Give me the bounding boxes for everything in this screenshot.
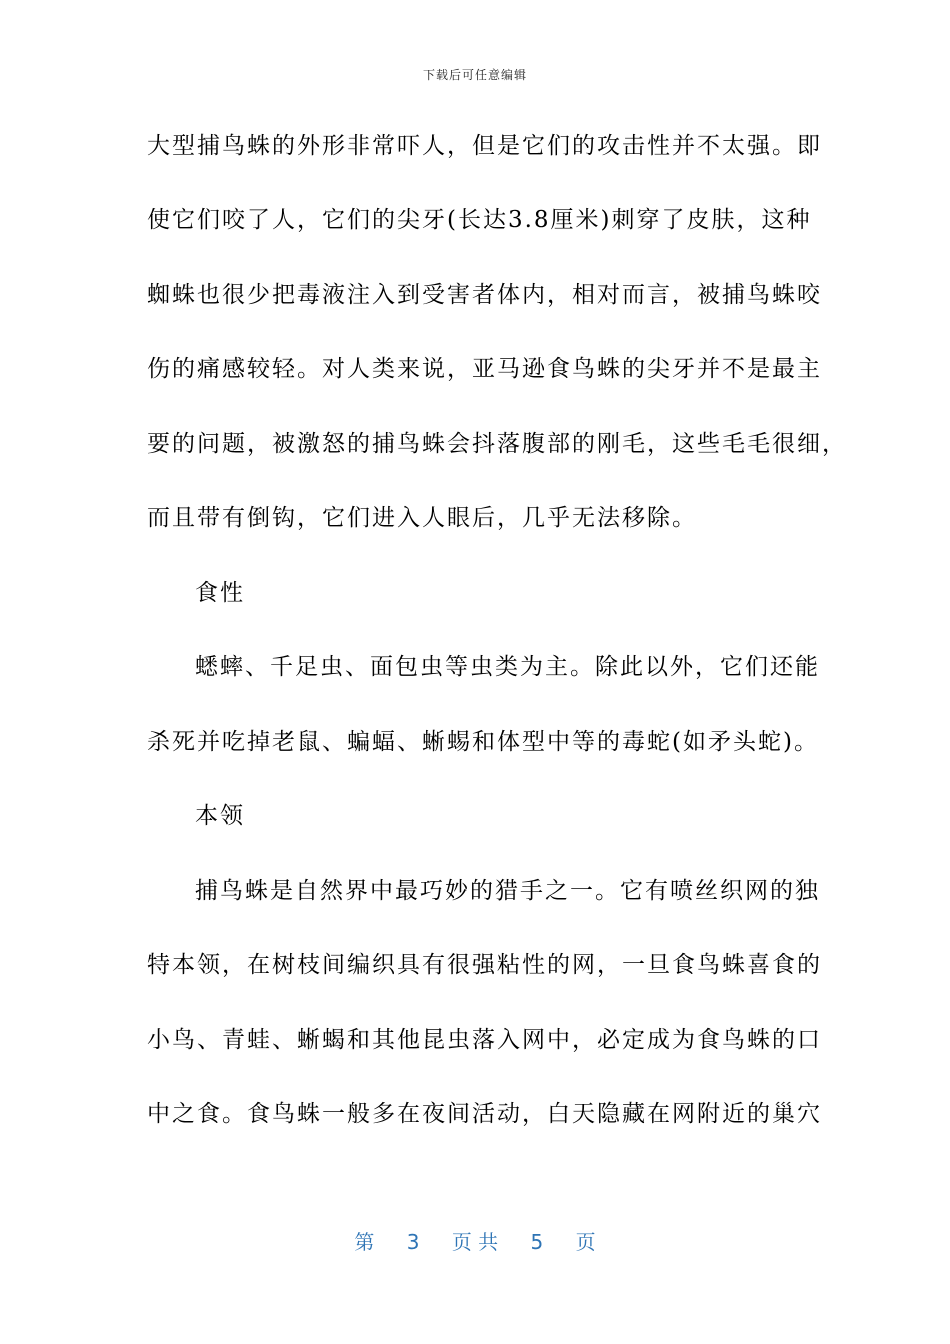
page-label-prefix: 第	[354, 1230, 375, 1254]
section-heading-diet: 食性	[195, 580, 245, 606]
page-label-suffix: 页	[575, 1230, 596, 1254]
paragraph-line-2: 使它们咬了人，它们的尖牙(长达3.8厘米)刺穿了皮肤，这种	[147, 207, 812, 233]
paragraph-line-5: 要的问题，被激怒的捕鸟蛛会抖落腹部的刚毛，这些毛毛很细，	[147, 431, 847, 457]
total-pages-number: 5	[530, 1230, 544, 1254]
section-heading-skill: 本领	[195, 803, 245, 829]
paragraph-line-4: 伤的痛感较轻。对人类来说，亚马逊食鸟蛛的尖牙并不是最主	[147, 356, 822, 382]
page-label-mid: 页 共	[451, 1230, 499, 1254]
paragraph-line-9: 捕鸟蛛是自然界中最巧妙的猎手之一。它有喷丝织网的独	[195, 878, 820, 904]
paragraph-line-10: 特本领，在树枝间编织具有很强粘性的网，一旦食鸟蛛喜食的	[147, 952, 822, 978]
paragraph-line-3: 蜘蛛也很少把毒液注入到受害者体内，相对而言，被捕鸟蛛咬	[147, 282, 822, 308]
paragraph-line-8: 杀死并吃掉老鼠、蝙蝠、蜥蜴和体型中等的毒蛇(如矛头蛇)。	[147, 729, 819, 755]
current-page-number: 3	[406, 1230, 420, 1254]
paragraph-line-6: 而且带有倒钩，它们进入人眼后，几乎无法移除。	[147, 505, 697, 531]
paragraph-line-1: 大型捕鸟蛛的外形非常吓人，但是它们的攻击性并不太强。即	[147, 133, 822, 159]
paragraph-line-12: 中之食。食鸟蛛一般多在夜间活动，白天隐藏在网附近的巢穴	[147, 1101, 822, 1127]
page-footer	[0, 1226, 950, 1255]
page-header: 下载后可任意编辑	[422, 68, 527, 82]
paragraph-line-11: 小鸟、青蛙、蜥蝎和其他昆虫落入网中，必定成为食鸟蛛的口	[147, 1027, 822, 1053]
paragraph-line-7: 蟋蟀、千足虫、面包虫等虫类为主。除此以外，它们还能	[195, 654, 820, 680]
